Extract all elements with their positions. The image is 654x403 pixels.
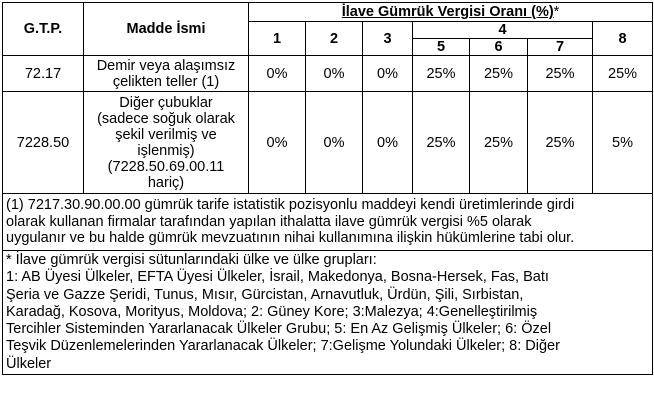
name-line: işlenmiş) [137, 142, 195, 159]
rate-cell: 25% [528, 92, 593, 194]
table-row [3, 92, 653, 194]
table-row [3, 56, 653, 92]
header-col-5: 5 [413, 39, 470, 56]
header-col-7: 7 [528, 39, 593, 56]
rate-cell: 0% [363, 92, 413, 194]
footnote [3, 194, 653, 251]
legend-line: Karadağ, Kosova, Morityus, Moldova; 2: Güney Kore; 3:Malezya; 4:Genelleştirilmiş [6, 303, 538, 320]
header-col-8: 8 [593, 22, 653, 56]
header-col-2: 2 [306, 22, 363, 56]
footnote-row [3, 194, 653, 251]
footnote-line: uygulanır ve bu halde gümrük mevzuatının nihai kullanımına ilişkin hükümlerine tabi olur. [6, 230, 575, 247]
legend-line: * İlave gümrük vergisi sütunlarındaki ülke ve ülke grupları: [6, 252, 377, 268]
rate-cell: 25% [593, 56, 653, 92]
rate-cell: 0% [306, 56, 363, 92]
tariff-table [2, 2, 653, 375]
footnote-line: olarak kullanan firmalar tarafından yapılan ithalatta ilave gümrük vergisi %5 olarak [6, 213, 532, 230]
header-col-4: 4 [413, 22, 593, 39]
legend-line: Şeria ve Gazze Şeridi, Tunus, Mısır, Gürcistan, Arnavutluk, Ürdün, Şili, Sırbistan, [6, 286, 524, 303]
name-line: çelikten teller (1) [112, 73, 220, 90]
name-line: Diğer çubuklar [119, 94, 213, 111]
legend-line: Ülkeler [6, 355, 52, 372]
name-line: (sadece soğuk olarak [97, 110, 235, 127]
name-line: Demir veya alaşımsız [96, 57, 236, 74]
legend-line: Tercihler Sisteminden Yararlanacak Ülkeler Grubu; 5: En Az Gelişmiş Ülkeler; 6: Özel [6, 321, 552, 338]
header-col-3: 3 [363, 22, 413, 56]
legend-line: 1: AB Üyesi Ülkeler, EFTA Üyesi Ülkeler, İsrail, Makedonya, Bosna-Hersek, Fas, Batı [6, 269, 549, 286]
header-madde: Madde İsmi [84, 3, 249, 56]
rate-cell: 0% [249, 56, 306, 92]
row-code: 72.17 [3, 56, 84, 92]
rate-cell: 0% [306, 92, 363, 194]
legend-row [3, 251, 653, 375]
rate-cell: 0% [363, 56, 413, 92]
row-name [84, 56, 249, 92]
legend [3, 251, 653, 375]
rate-cell: 25% [470, 56, 528, 92]
rate-cell: 25% [413, 56, 470, 92]
rate-title-star: * [553, 4, 560, 20]
row-code: 7228.50 [3, 92, 84, 194]
header-col-6: 6 [470, 39, 528, 56]
name-line: (7228.50.69.00.11 [107, 158, 225, 175]
rate-cell: 25% [413, 92, 470, 194]
rate-cell: 5% [593, 92, 653, 194]
rate-cell: 25% [528, 56, 593, 92]
rate-title-text: İlave Gümrük Vergisi Oranı (%) [341, 4, 554, 20]
rate-cell: 0% [249, 92, 306, 194]
header-rate-title [249, 3, 653, 22]
header-gtp: G.T.P. [3, 3, 84, 56]
rate-cell: 25% [470, 92, 528, 194]
row-name [84, 92, 249, 194]
header-col-1: 1 [249, 22, 306, 56]
name-line: hariç) [147, 174, 185, 191]
name-line: şekil verilmiş ve [115, 126, 217, 143]
legend-line: Teşvik Düzenlemelerinden Yararlanacak Ülkeler; 7:Gelişme Yolundaki Ülkeler; 8: Diğer [6, 338, 560, 355]
footnote-line: (1) 7217.30.90.00.00 gümrük tarife istatistik pozisyonlu maddeyi kendi üretimlerinde girdi [6, 197, 575, 214]
